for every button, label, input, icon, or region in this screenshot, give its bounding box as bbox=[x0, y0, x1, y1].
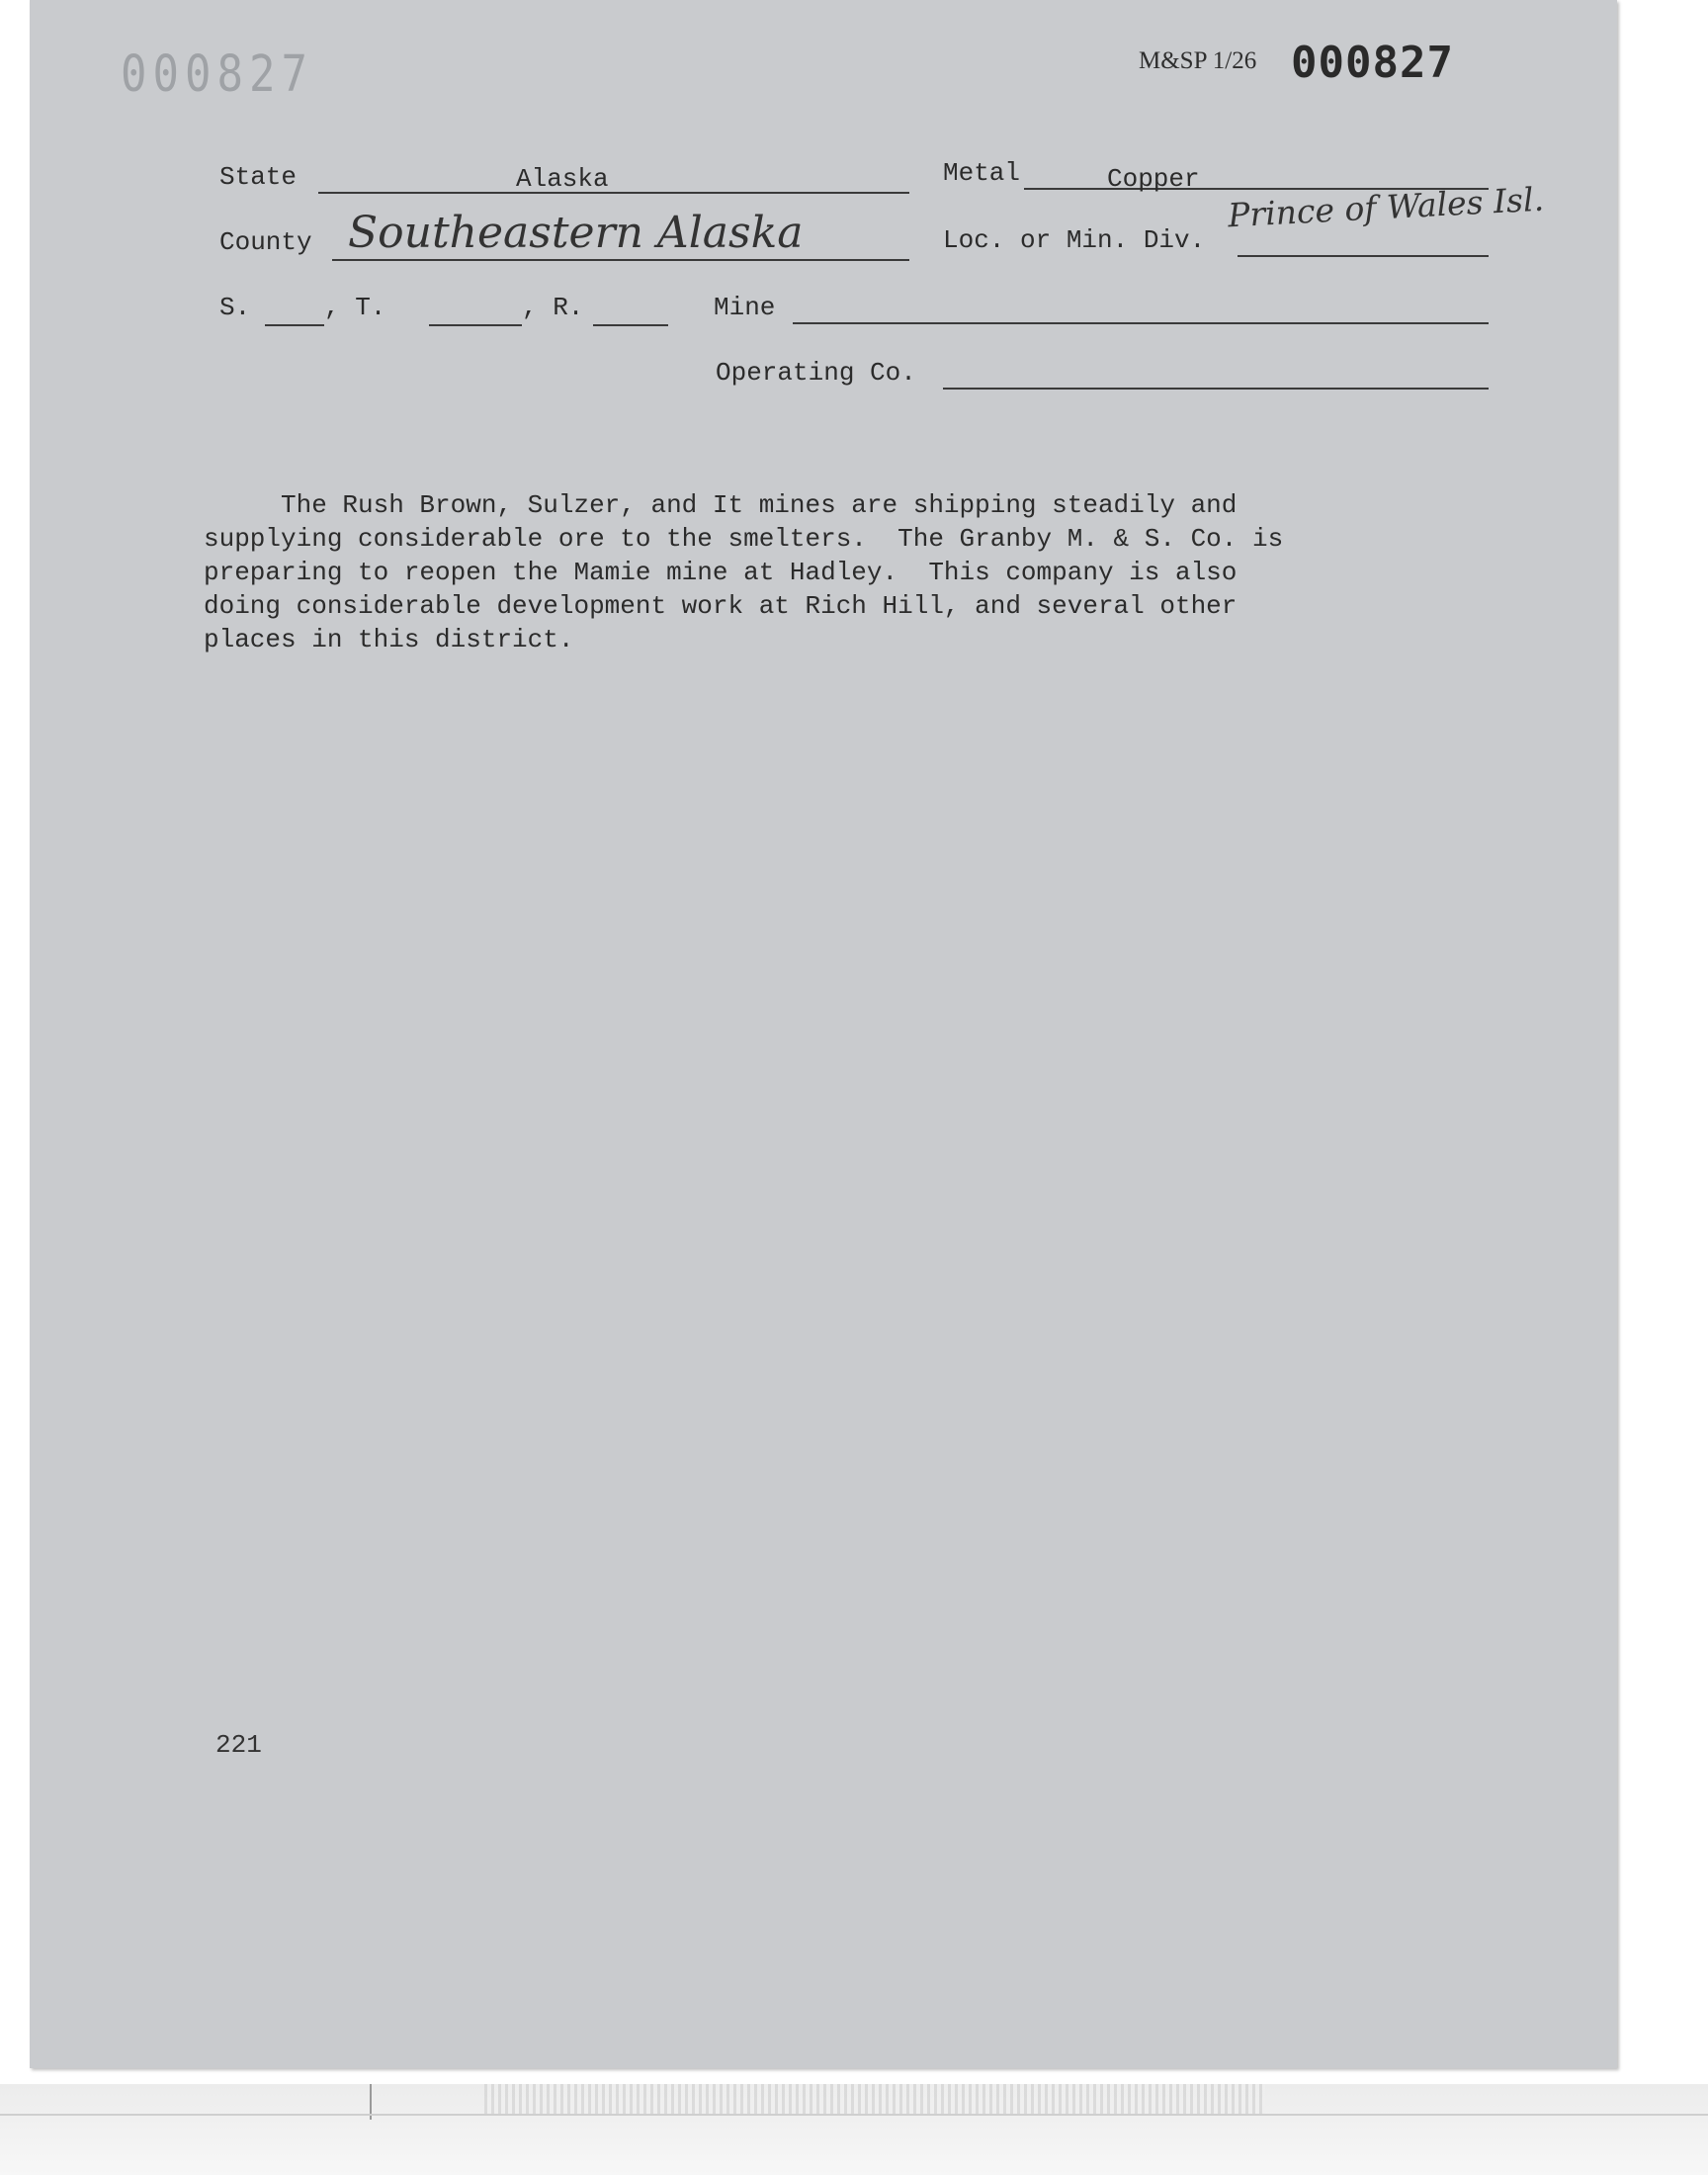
state-value: Alaska bbox=[516, 164, 609, 194]
report-line: places in this district. bbox=[204, 625, 574, 654]
report-line: preparing to reopen the Mamie mine at Hadley. This company is also bbox=[204, 558, 1238, 587]
document-sheet bbox=[30, 0, 1617, 2068]
page-number: 221 bbox=[215, 1730, 262, 1760]
range-label: , R. bbox=[522, 293, 584, 322]
range-line bbox=[593, 324, 668, 326]
county-line bbox=[332, 259, 909, 261]
scan-edge-strip bbox=[0, 2084, 1708, 2175]
township-line bbox=[429, 324, 522, 326]
township-label: , T. bbox=[324, 293, 386, 322]
reference-code: M&SP 1/26 bbox=[1139, 47, 1257, 74]
report-line: The Rush Brown, Sulzer, and It mines are shipping steadily and bbox=[204, 490, 1238, 520]
loc-label: Loc. or Min. Div. bbox=[943, 225, 1206, 255]
serial-stamp-left: 000827 bbox=[121, 45, 313, 104]
mine-label: Mine bbox=[714, 293, 776, 322]
operating-co-label: Operating Co. bbox=[716, 358, 916, 388]
report-line: supplying considerable ore to the smelters. The Granby M. & S. Co. is bbox=[204, 524, 1284, 554]
report-line: doing considerable development work at Rich Hill, and several other bbox=[204, 591, 1238, 621]
scan-artifact bbox=[484, 2084, 1265, 2114]
loc-value: Prince of Wales Isl. bbox=[1227, 179, 1545, 235]
section-label: S. bbox=[219, 293, 251, 322]
metal-label: Metal bbox=[943, 158, 1021, 188]
serial-stamp-right: 000827 bbox=[1291, 38, 1454, 88]
report-paragraph bbox=[204, 488, 1449, 656]
metal-value: Copper bbox=[1107, 164, 1200, 194]
state-label: State bbox=[219, 162, 298, 192]
mine-line bbox=[793, 322, 1489, 324]
scan-rule bbox=[0, 2114, 1708, 2116]
section-line bbox=[265, 324, 324, 326]
state-line bbox=[318, 192, 909, 194]
county-value: Southeastern Alaska bbox=[348, 208, 804, 258]
loc-line bbox=[1238, 255, 1489, 257]
county-label: County bbox=[219, 227, 312, 257]
operating-co-line bbox=[943, 388, 1489, 390]
